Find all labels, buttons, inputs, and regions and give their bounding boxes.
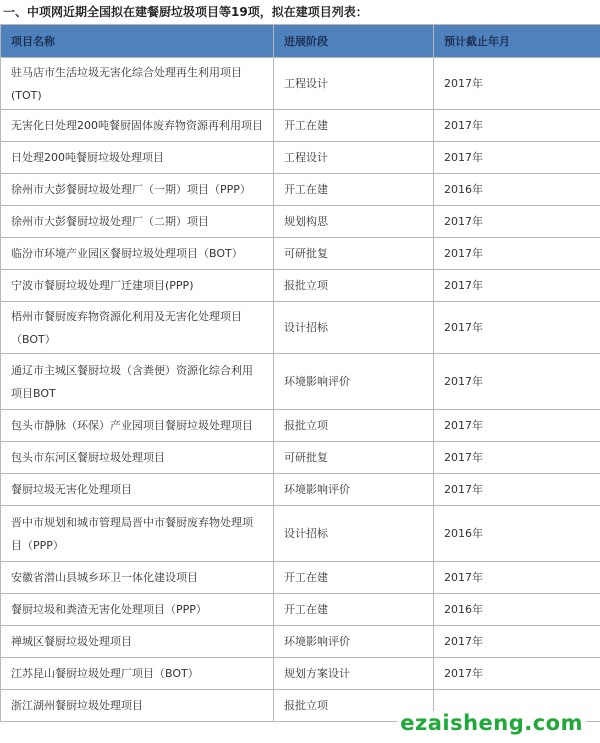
expected-year-cell: 2017年 <box>434 410 600 442</box>
table-row <box>1 474 600 506</box>
stage-cell: 工程设计 <box>274 142 434 174</box>
table-header-row <box>1 25 600 58</box>
table-row <box>1 506 600 562</box>
expected-year-cell: 2017年 <box>434 658 600 690</box>
table-row <box>1 110 600 142</box>
expected-year-cell: 2017年 <box>434 58 600 110</box>
list-heading: 一、中项网近期全国拟在建餐厨垃圾项目等19项，拟在建项目列表： <box>3 5 368 19</box>
stage-cell: 设计招标 <box>274 506 434 562</box>
column-header-stage: 进展阶段 <box>274 25 434 58</box>
project-name-cell: 驻马店市生活垃圾无害化综合处理再生利用项目(TOT) <box>1 58 274 110</box>
stage-cell: 环境影响评价 <box>274 354 434 410</box>
stage-cell: 可研批复 <box>274 238 434 270</box>
table-row <box>1 442 600 474</box>
project-name-cell: 徐州市大彭餐厨垃圾处理厂（一期）项目（PPP） <box>1 174 274 206</box>
expected-year-cell: 2017年 <box>434 474 600 506</box>
table-row <box>1 562 600 594</box>
expected-year-cell: 2016年 <box>434 594 600 626</box>
project-name-cell: 餐厨垃圾和粪渣无害化处理项目（PPP） <box>1 594 274 626</box>
table-row <box>1 658 600 690</box>
stage-cell: 报批立项 <box>274 410 434 442</box>
stage-cell: 开工在建 <box>274 594 434 626</box>
project-name-cell: 禅城区餐厨垃圾处理项目 <box>1 626 274 658</box>
project-name-cell: 梧州市餐厨废弃物资源化利用及无害化处理项目（BOT） <box>1 302 274 354</box>
stage-cell: 设计招标 <box>274 302 434 354</box>
stage-cell: 开工在建 <box>274 562 434 594</box>
table-row <box>1 238 600 270</box>
project-name-cell: 安徽省潜山县城乡环卫一体化建设项目 <box>1 562 274 594</box>
table-row <box>1 174 600 206</box>
column-header-expected-year: 预计截止年月 <box>434 25 600 58</box>
expected-year-cell: 2016年 <box>434 506 600 562</box>
stage-cell: 工程设计 <box>274 58 434 110</box>
stage-cell: 可研批复 <box>274 442 434 474</box>
expected-year-cell: 2017年 <box>434 354 600 410</box>
expected-year-cell: 2017年 <box>434 142 600 174</box>
column-header-project-name: 项目名称 <box>1 25 274 58</box>
project-name-cell: 无害化日处理200吨餐厨固体废弃物资源再利用项目 <box>1 110 274 142</box>
table-row <box>1 302 600 354</box>
expected-year-cell: 2017年 <box>434 270 600 302</box>
expected-year-cell: 2017年 <box>434 206 600 238</box>
expected-year-cell: 2017年 <box>434 442 600 474</box>
project-name-cell: 徐州市大彭餐厨垃圾处理厂（二期）项目 <box>1 206 274 238</box>
table-row <box>1 58 600 110</box>
stage-cell: 报批立项 <box>274 270 434 302</box>
table-row <box>1 594 600 626</box>
stage-cell: 规划构思 <box>274 206 434 238</box>
table-row <box>1 410 600 442</box>
project-name-cell: 日处理200吨餐厨垃圾处理项目 <box>1 142 274 174</box>
stage-cell: 规划方案设计 <box>274 658 434 690</box>
project-name-cell: 餐厨垃圾无害化处理项目 <box>1 474 274 506</box>
table-row <box>1 354 600 410</box>
stage-cell: 环境影响评价 <box>274 626 434 658</box>
project-name-cell: 通辽市主城区餐厨垃圾（含粪便）资源化综合利用项目BOT <box>1 354 274 410</box>
stage-cell: 环境影响评价 <box>274 474 434 506</box>
table-row <box>1 142 600 174</box>
stage-cell: 开工在建 <box>274 174 434 206</box>
project-name-cell: 包头市静脉（环保）产业园项目餐厨垃圾处理项目 <box>1 410 274 442</box>
site-watermark-logo: ezaisheng.com <box>397 711 586 735</box>
project-name-cell: 江苏昆山餐厨垃圾处理厂项目（BOT） <box>1 658 274 690</box>
project-name-cell: 晋中市规划和城市管理局晋中市餐厨废弃物处理项目（PPP） <box>1 506 274 562</box>
expected-year-cell: 2016年 <box>434 174 600 206</box>
project-name-cell: 宁波市餐厨垃圾处理厂迁建项目(PPP) <box>1 270 274 302</box>
project-name-cell: 包头市东河区餐厨垃圾处理项目 <box>1 442 274 474</box>
expected-year-cell: 2017年 <box>434 110 600 142</box>
project-name-cell: 浙江湖州餐厨垃圾处理项目 <box>1 690 274 722</box>
stage-cell: 开工在建 <box>274 110 434 142</box>
expected-year-cell: 2017年 <box>434 562 600 594</box>
project-table <box>0 24 600 722</box>
table-row <box>1 206 600 238</box>
stage-cell: 报批立项 <box>274 690 434 722</box>
expected-year-cell: 2017年 <box>434 302 600 354</box>
project-name-cell: 临汾市环境产业园区餐厨垃圾处理项目（BOT） <box>1 238 274 270</box>
expected-year-cell: 2017年 <box>434 238 600 270</box>
expected-year-cell: 2017年 <box>434 626 600 658</box>
table-row <box>1 270 600 302</box>
table-row <box>1 626 600 658</box>
